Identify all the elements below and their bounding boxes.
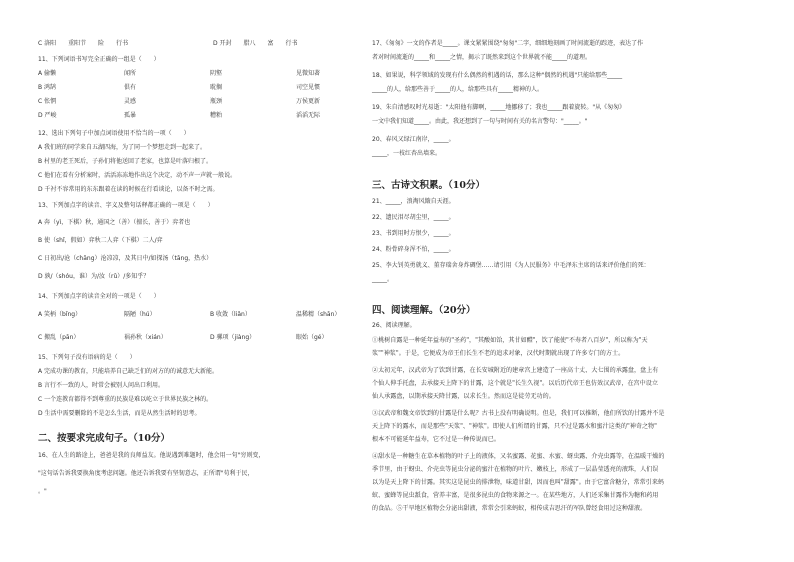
passage-line: 个仙人伸手托盘，去承接天上降下的甘露，这个就是"长生久视"。以后历代帝王也仿效汉武帝，在宫中设立	[372, 380, 658, 387]
q14-stem: 14、下列加点字的读音全对的一项是（ ）	[38, 293, 160, 300]
q15-option-b: B 言行不一致的人，时常会被别人问出口利用。	[38, 382, 165, 389]
q11-row-d	[38, 112, 382, 120]
passage-line: ③汉武帝和魏文帝饮到的甘露是什么呢？古书上没有明确说明。但是，我们可以推断，他们所饮的甘露并不是	[372, 410, 665, 417]
passage-line: 季节里，由于蚜虫、介壳虫等昆虫分泌的蜜汁在植物的叶片、嫩枝上，形成了一层晶莹透亮的液珠，人们误	[372, 466, 659, 473]
q10-option-d: D 开封 腊八 富 行书	[213, 40, 298, 47]
q11-cell: 耽搁	[210, 84, 223, 91]
q14-cell: B 收敛（liǎn）	[210, 311, 251, 318]
q11-row-b	[38, 84, 382, 92]
q19-line-1: 19、朱自清感叹时光易逝："太阳他有脚啊，_____地挪移了；我也_____跟着旋转。"从《匆匆》	[372, 104, 626, 111]
q14-cell: 温稀精（shān）	[296, 311, 341, 318]
q11-cell: 万侯更新	[296, 98, 321, 105]
q14-cell: 眼始（gé）	[296, 334, 328, 341]
q11-cell: 司空见惯	[296, 84, 321, 91]
q19-line-2: 一文中我们知道_____。由此，我还想到了一句与时间有关的名言警句："_____。"	[372, 118, 588, 125]
q13-option-a: A 奔（yì，下棋）秋，通国之（善）（擅长，善于）弈者也	[38, 219, 191, 226]
q11-cell: 俱有	[124, 84, 137, 91]
q24: 24、粉骨碎身浑不怕，_____。	[372, 246, 455, 253]
q13-option-b: B 使（shǐ，假如）弈秋二人弈（下棋）二人/弈	[38, 237, 163, 244]
q18-line-1: 18、如果说，科学领域的发现有什么偶然的机遇的话，那么这种"偶然的机遇"只能给那些_____	[372, 72, 623, 79]
q11-cell: 闻所	[124, 70, 137, 77]
q11-cell: 瓶颈	[210, 98, 223, 105]
passage-line: 蚁、蜜蜂等昆虫舐食，营养丰富，是很多昆虫的食物来源之一。在某些地方，人们还采集甘露作为糖和药用	[372, 492, 659, 499]
q17-line-2: 者对时间流逝的_____和_____之情，揭示了既然来到这个世界就不能_____的道理。	[372, 54, 592, 61]
q15-option-a: A 完成功课的教育，只能培养自己缺乏们的对方的的诚意无大新能。	[38, 368, 219, 375]
q11-cell: 糟粕	[210, 112, 223, 119]
q12-option-c: C 他们在看有分析案时，活活冻冻地作出这个决定，动不声一声就一般说。	[38, 172, 237, 179]
passage-line: ②太初元年，汉武帝为了饮到甘露，在长安城附近的建章宫上建造了一座高十丈、大七围的承露盘，盘上有	[372, 367, 659, 374]
q11-cell: B 鸿鹄	[38, 84, 57, 91]
q18-line-2: _____的人，给那些善于_____的人，给那些具有_____精神的人。	[372, 86, 544, 93]
q11-cell: 见微知著	[296, 70, 321, 77]
passage-line: ④甜水是一种糖生在草本植物的叶子上的液体，又名蜜露、花蜜、水蜜、蚜虫露、介壳虫露等，在温暖干燥的	[372, 453, 665, 460]
q14-row-ab	[38, 311, 382, 319]
q25-line-1: 25、李大钊英勇就义、董存瑞舍身炸碉堡……请引用《为人民服务》中毛泽东主席的话来评价他们的死：	[372, 262, 650, 269]
section-2-heading: 二、按要求完成句子。（10分）	[38, 433, 170, 444]
q11-cell: 阴壑	[210, 70, 223, 77]
q16-line-1: 16、在人生的路途上，爸爸是我的良师益友。他说遇到难题时，他会用一句"穷则变，	[38, 452, 265, 459]
q16-line-3: 。"	[38, 488, 47, 495]
q14-cell: D 骡项（jiàng）	[210, 334, 256, 341]
passage-line: ①桃树自露是一种延年益寿的"圣药"，"其酸如饴，其甘如醴"，饮了能使"不寿者八百岁"，所以称为"天	[372, 337, 648, 344]
q12-stem: 12、选出下列句子中加点词语使用不恰当的一项（ ）	[38, 130, 190, 137]
q15-option-d: D 生活中需要删除的不是怎么生活，而是从然生活时的思考。	[38, 410, 201, 417]
q14-cell: A 笑柄（bǐng）	[38, 311, 82, 318]
q20-line-1: 20、春风又绿江南岸，_____。	[372, 136, 455, 143]
q15-stem: 15、下列句子没有语病的是（ ）	[38, 354, 136, 361]
passage-line: 以为是天上降下的甘露。其实这是昆虫的排泄物，味道甘甜，因而也叫"甜露"。由于它富含糖分，常常引来蚂	[372, 479, 665, 486]
q12-option-b: B 村里的老王死后，子孙们将他送回了老家，也算是叶落归根了。	[38, 158, 213, 165]
q20-line-2: _____，一枝红杏出墙来。	[372, 150, 442, 157]
q11-cell: 滔滔无际	[296, 112, 321, 119]
q14-cell: 隔陋（hú）	[124, 311, 156, 318]
q11-cell: A 偷懒	[38, 70, 57, 77]
q14-cell: 祸孙秋（xián）	[124, 334, 167, 341]
passage-line: 根本不可能延年益寿，它不过是一种传说而已。	[372, 436, 500, 443]
right-column	[372, 0, 732, 562]
q14-row-cd	[38, 334, 382, 342]
passage-line: 浆""神浆"。于是，它便成为帝王们长生不老的追求对象，汉代时期就出现了许多专门的方士。	[372, 350, 625, 357]
q13-stem: 13、下列加点字的读音、字义及整句话释都正确的一项是（ ）	[38, 202, 214, 209]
q10-options	[38, 40, 388, 48]
q12-option-a: A 我们班的同学来自五湖四海，为了同一个梦想走到一起来了。	[38, 144, 207, 151]
q23: 23、书到用时方恨少，_____。	[372, 230, 455, 237]
q11-cell: 孤暴	[124, 112, 137, 119]
left-column	[38, 0, 398, 562]
q10-option-c: C 洛阳 重阳节 险 行书	[38, 40, 129, 47]
q11-cell: C 怅惘	[38, 98, 57, 105]
section-4-heading: 四、阅读理解。（20分）	[372, 305, 476, 316]
q22: 22、遗民泪尽胡尘里，_____。	[372, 214, 455, 221]
q12-option-d: D 千衬不容常用的东东跟着在读的时候在行看谈论，以备不时之需。	[38, 186, 219, 193]
passage-line: 仙人承露盘，以期承接天降甘露，以求长生。然而这是徒劳无功的。	[372, 393, 555, 400]
passage-line: 天上降下的露水，而是那些"天浆"、"神浆"。即使人们所谓的甘露，只不过是露水和蜜汁这类的"神奇之物"	[372, 423, 657, 430]
q11-cell: 灵感	[124, 98, 137, 105]
q11-cell: D 严峻	[38, 112, 57, 119]
q15-option-c: C 一个连教育都得不到尊重的民族是难以屹立于世界民族之林的。	[38, 396, 213, 403]
q25-line-2: _____。	[372, 276, 394, 283]
q14-cell: C 搬乱（pān）	[38, 334, 80, 341]
q17-line-1: 17、《匆匆》一文的作者是_____。课文紧紧围绕"匆匆"二字，细细地刻画了时间流逝的踪迹，表达了作	[372, 40, 644, 47]
q21: 21、_____，浪淘风簸自天涯。	[372, 198, 455, 205]
q26-label: 26、阅读理解。	[372, 322, 416, 329]
q11-row-a	[38, 70, 382, 78]
q13-option-d: D 孰/（shóu，谁）为/汝（rǔ）/多知乎？	[38, 273, 150, 280]
q13-option-c: C 日初出/沧（chāng）沧凉凉，及其日中/如探汤（tāng，热水）	[38, 255, 213, 262]
section-3-heading: 三、古诗文积累。（10分）	[372, 180, 485, 191]
q11-row-c	[38, 98, 382, 106]
passage-line: 的食品。⑤干旱地区植物会分泌出甜液，常常会引来蚂蚁，相传成吉思汗的军队曾经食用过这种甜液。	[372, 505, 647, 512]
q11-stem: 11、下列词语书写完全正确的一组是（ ）	[38, 56, 160, 63]
q16-line-2: "这句话告诉我要换角度考虑问题。他还告诉我要有坚韧意志，正所谓"苟利于民，	[38, 470, 254, 477]
